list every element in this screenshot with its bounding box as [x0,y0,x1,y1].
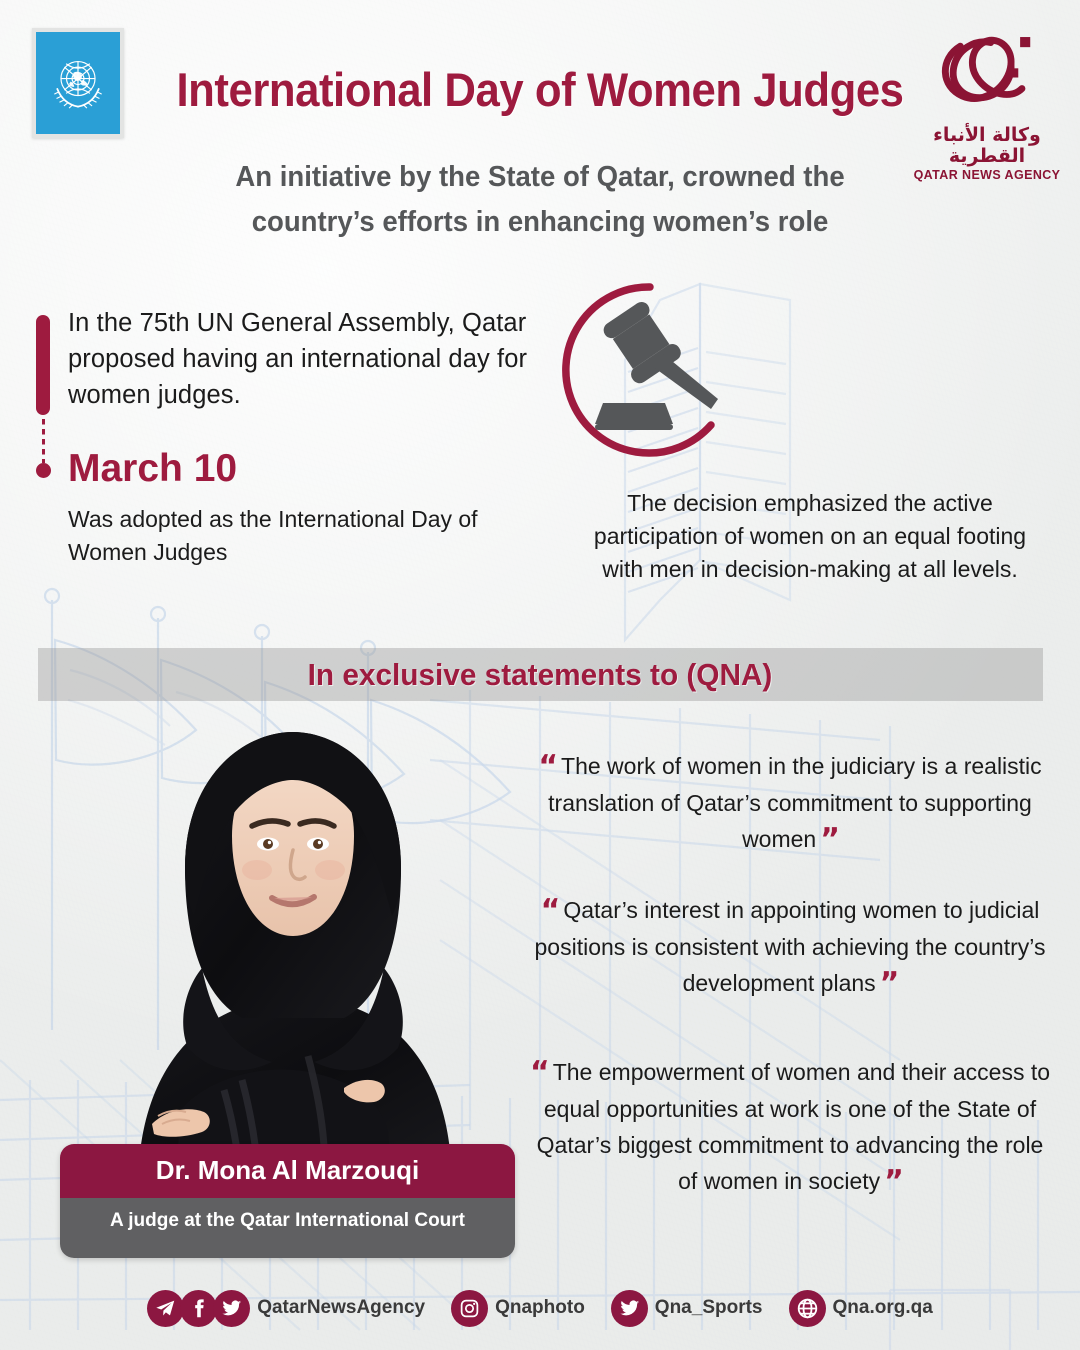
social-label: Qnaphoto [495,1297,585,1318]
twitter-icon[interactable] [611,1290,648,1327]
speaker-nameplate [60,1144,515,1258]
speaker-role: A judge at the Qatar International Court [60,1198,515,1258]
speaker-name: Dr. Mona Al Marzouqi [60,1144,515,1198]
qna-atom-icon [931,26,1043,118]
quote-text: The work of women in the judiciary is a realistic translation of Qatar’s commitment to supporting women [548,753,1042,852]
page-title: International Day of Women Judges [176,63,904,116]
quote-item [520,1054,1060,1200]
quote-text: The empowerment of women and their access to equal opportunities at work is one of the State of Qatar’s biggest commitment to advancing the role of women in society [536,1059,1051,1194]
exclusive-statements-title: In exclusive statements to (QNA) [307,657,773,692]
footer-social-bar [0,1283,1080,1333]
qna-english-name: QATAR NEWS AGENCY [913,167,1061,182]
gavel-caption: The decision emphasized the active participation of women on an equal footing with men in decision-making at all levels. [593,490,1027,582]
quote-item [520,748,1060,858]
social-label: Qna_Sports [654,1297,763,1318]
subtitle-line-2: country’s efforts in enhancing women’s role [251,206,829,238]
social-group-instagram[interactable] [451,1290,585,1327]
subtitle-line-1: An initiative by the State of Qatar, crowned the [235,161,845,193]
qna-logo [912,26,1062,182]
timeline-statement: In the 75th UN General Assembly, Qatar proposed having an international day for women judges. [68,309,528,409]
timeline-date-caption: Was adopted as the International Day of Women Judges [68,506,478,565]
quote-close-mark: ” [820,822,838,857]
quote-text: Qatar’s interest in appointing women to judicial positions is consistent with achieving the country’s development plans [534,897,1046,996]
facebook-icon[interactable] [180,1290,217,1327]
quote-close-mark: ” [879,966,898,1001]
timeline-bar-marker [36,315,50,415]
quotes-list [520,748,1060,1200]
quote-open-mark: “ [530,1055,548,1090]
twitter-icon[interactable] [213,1290,250,1327]
quote-item [520,892,1060,1002]
timeline-date: March 10 [68,447,238,490]
page-subtitle [179,155,901,245]
social-label: QatarNewsAgency [257,1297,426,1318]
social-group-website[interactable] [789,1290,933,1327]
social-group-sports[interactable] [611,1290,763,1327]
quote-open-mark: “ [538,749,557,784]
gavel-block [560,280,1060,586]
telegram-icon[interactable] [147,1290,184,1327]
qna-arabic-name: وكالة الأنباء القطرية [933,124,1041,167]
header [0,0,1080,250]
social-label: Qna.org.qa [832,1297,933,1318]
instagram-icon[interactable] [451,1290,488,1327]
quote-open-mark: “ [540,893,559,928]
quote-close-mark: ” [884,1164,902,1199]
speaker-portrait [92,718,492,1188]
globe-icon[interactable] [789,1290,826,1327]
timeline-dotted-connector [42,419,45,463]
social-group-main[interactable] [147,1290,425,1327]
gavel-icon [560,280,740,460]
timeline-dot-marker [36,463,51,478]
